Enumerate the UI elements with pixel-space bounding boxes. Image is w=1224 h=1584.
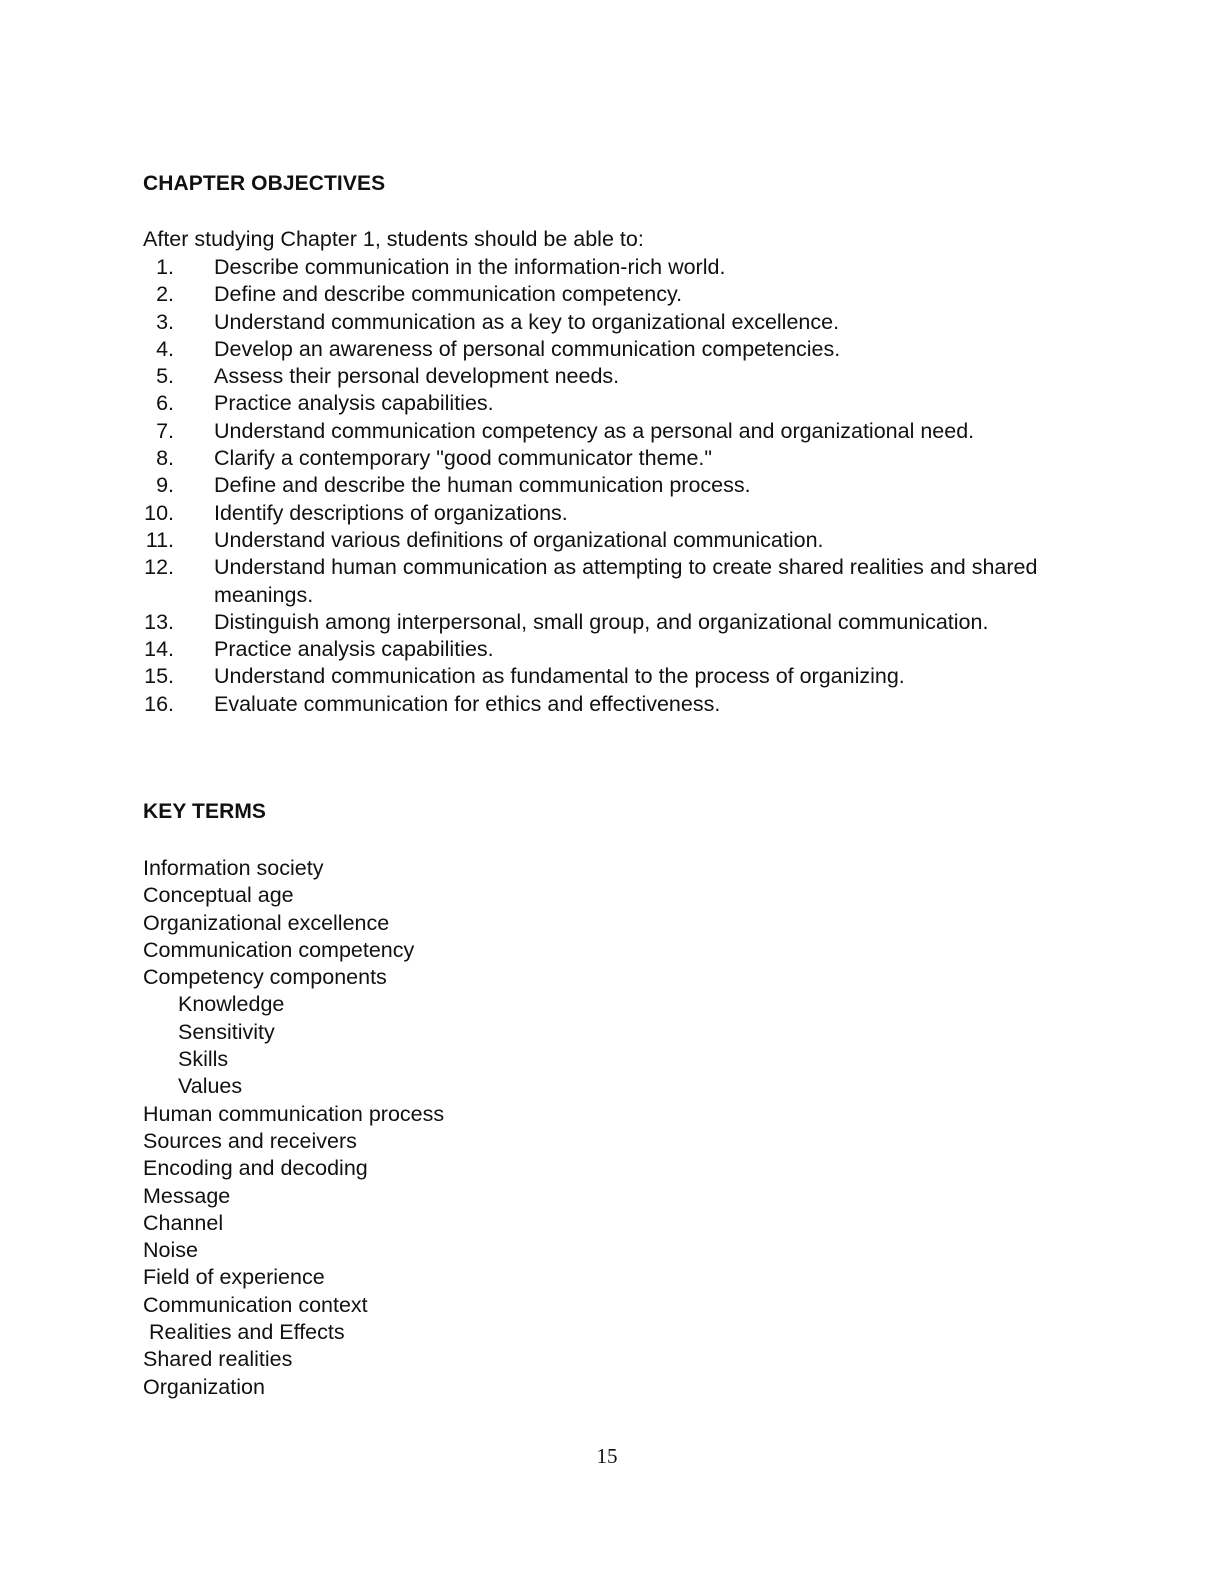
- objective-item: [140, 554, 1100, 609]
- key-term-item: Realities and Effects: [149, 1320, 345, 1345]
- objective-item: [140, 254, 1100, 281]
- objective-text: Understand various definitions of organizational communication.: [214, 527, 824, 552]
- objective-number: 16.: [144, 691, 174, 716]
- objective-item: [140, 472, 1100, 499]
- key-term-item: Organizational excellence: [143, 910, 390, 935]
- objective-number: 6.: [156, 391, 174, 416]
- objective-text: Develop an awareness of personal communication competencies.: [214, 336, 841, 361]
- key-term-item: Values: [178, 1074, 243, 1099]
- objective-item: [140, 363, 1100, 390]
- objective-text: Distinguish among interpersonal, small group, and organizational communication.: [214, 609, 989, 634]
- objective-item: [140, 281, 1100, 308]
- objective-number: 1.: [156, 255, 174, 279]
- objective-item: [140, 445, 1100, 472]
- key-term-item: Conceptual age: [143, 883, 294, 908]
- key-term-item: Message: [143, 1183, 231, 1208]
- objective-number: 7.: [156, 418, 174, 443]
- objective-item: [140, 500, 1100, 527]
- key-term-item: Sources and receivers: [143, 1128, 357, 1153]
- objective-text: Understand communication as fundamental to the process of organizing.: [214, 664, 905, 689]
- key-terms-list: [143, 855, 444, 1401]
- objective-number: 4.: [156, 336, 174, 361]
- key-term-item: Skills: [178, 1047, 229, 1072]
- objectives-list: [140, 254, 1100, 718]
- objective-number: 11.: [145, 527, 174, 552]
- objective-text: Clarify a contemporary "good communicator theme.": [214, 446, 713, 471]
- objective-item: [140, 418, 1100, 445]
- objective-text: Practice analysis capabilities.: [214, 391, 494, 416]
- chapter-objectives-heading: CHAPTER OBJECTIVES: [143, 172, 386, 195]
- objective-item: [140, 691, 1100, 718]
- key-term-item: Competency components: [143, 965, 387, 990]
- objective-item: [140, 609, 1100, 636]
- objective-number: 9.: [156, 473, 174, 498]
- key-term-item: Noise: [143, 1238, 198, 1263]
- objective-item: [140, 527, 1100, 554]
- key-term-item: Knowledge: [178, 992, 285, 1017]
- objective-number: 15.: [144, 664, 174, 689]
- objective-text: Define and describe communication competency.: [214, 282, 683, 307]
- objective-text: Assess their personal development needs.: [214, 364, 620, 389]
- objective-number: 14.: [144, 637, 174, 662]
- objectives-intro: After studying Chapter 1, students should be able to:: [143, 227, 644, 251]
- key-term-item: Information society: [143, 856, 324, 880]
- objective-number: 5.: [156, 364, 174, 389]
- page-number: 15: [596, 1444, 618, 1468]
- key-term-item: Human communication process: [143, 1101, 445, 1126]
- objective-number: 12.: [144, 555, 174, 580]
- key-term-item: Sensitivity: [178, 1019, 275, 1044]
- objective-number: 8.: [156, 446, 174, 471]
- objective-item: [140, 390, 1100, 417]
- key-term-item: Shared realities: [143, 1347, 293, 1372]
- objective-number: 2.: [156, 282, 174, 307]
- objective-text: Understand communication competency as a personal and organizational need.: [214, 418, 975, 443]
- objective-item: [140, 336, 1100, 363]
- objective-item: [140, 663, 1100, 690]
- objective-number: 3.: [156, 309, 174, 334]
- objective-number: 10.: [144, 500, 174, 525]
- objective-item: [140, 309, 1100, 336]
- objective-text: Practice analysis capabilities.: [214, 637, 494, 662]
- objective-text: Identify descriptions of organizations.: [214, 500, 568, 525]
- objective-text: Understand human communication as attempting to create shared realities and shared meanings.: [214, 555, 1038, 607]
- key-term-item: Field of experience: [143, 1265, 325, 1290]
- key-term-item: Communication context: [143, 1292, 368, 1317]
- key-term-item: Communication competency: [143, 937, 415, 962]
- objective-text: Understand communication as a key to organizational excellence.: [214, 309, 840, 334]
- key-terms-heading: KEY TERMS: [143, 800, 267, 823]
- key-term-item: Organization: [143, 1374, 265, 1399]
- objective-text: Describe communication in the information-rich world.: [214, 255, 726, 279]
- objective-text: Evaluate communication for ethics and effectiveness.: [214, 691, 721, 716]
- key-term-item: Channel: [143, 1210, 224, 1235]
- objective-item: [140, 636, 1100, 663]
- objective-text: Define and describe the human communication process.: [214, 473, 751, 498]
- objective-number: 13.: [144, 609, 174, 634]
- key-term-item: Encoding and decoding: [143, 1156, 368, 1181]
